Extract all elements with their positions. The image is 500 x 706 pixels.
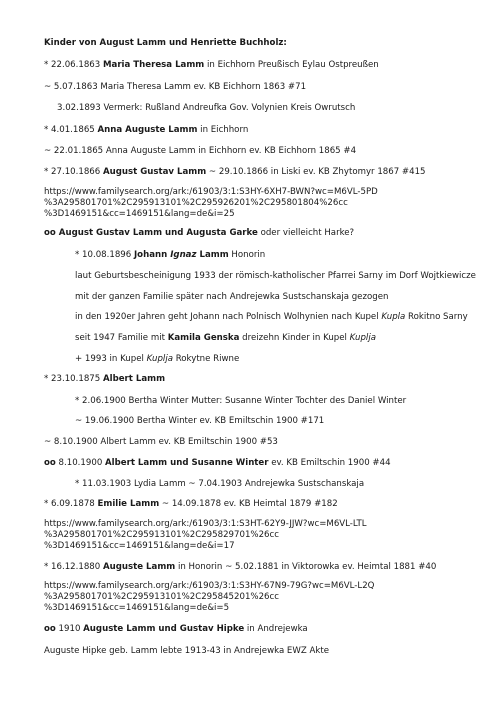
text-run: Lamm (196, 250, 229, 260)
text-run: ~ 19.06.1900 Bertha Winter ev. KB Emiltschin 1900 #171 (75, 416, 325, 426)
text-run: Rokytne Riwne (172, 354, 240, 364)
text-run: * 6.09.1878 (44, 499, 98, 509)
entry-baptism-maria-theresa (44, 82, 306, 93)
text-run: * 23.10.1875 (44, 374, 103, 384)
text-run: https://www.familysearch.org/ark:/61903/3:1:S3HY-6XH7-BWN?wc=M6VL-5PD %3A295801701%2C295913101%2C295926201%2C295801804%26cc %3D1469151&cc=1469151&lang=de&i=25 (44, 187, 378, 219)
entry-birth-anna-auguste (44, 125, 248, 136)
text-run: oo (44, 624, 56, 634)
entry-death-johann (75, 354, 239, 365)
text-run: 8.10.1900 (55, 458, 106, 468)
entry-marriage-august-gustav (44, 228, 354, 239)
text-run: ev. KB Emiltschin 1900 #44 (268, 458, 391, 468)
text-run: * 22.06.1863 (44, 60, 103, 70)
entry-birth-auguste (44, 562, 436, 573)
text-run: * 11.03.1903 Lydia Lamm ~ 7.04.1903 Andrejewka Sustschanskaja (75, 479, 365, 489)
text-run: https://www.familysearch.org/ark:/61903/3:1:S3HY-67N9-79G?wc=M6VL-L2Q %3A295801701%2C295913101%2C295845201%26cc %3D1469151&cc=1469151&lang=de&i=5 (44, 581, 375, 613)
text-run: Auguste Lamm und Gustav Hipke (83, 624, 245, 634)
entry-birth-maria-theresa (44, 60, 379, 71)
entry-baptism-albert (44, 437, 278, 448)
text-run: Albert Lamm (102, 374, 166, 384)
text-run: https://www.familysearch.org/ark:/61903/3:1:S3HT-62Y9-JJW?wc=M6VL-LTL %3A295801701%2C295913101%2C295829701%26cc %3D1469151&cc=1469151&lang=de&i=17 (44, 519, 367, 551)
entry-baptism-bertha-winter (75, 416, 324, 427)
text-run: Kamila Genska (167, 333, 240, 343)
text-run: + 1993 in Kupel (75, 354, 147, 364)
text-run: Honorin (228, 250, 266, 260)
text-run: Auguste Lamm (102, 562, 176, 572)
entry-marriage-auguste (44, 624, 308, 635)
entry-birth-august-gustav (44, 167, 426, 178)
entry-birth-albert (44, 374, 165, 385)
text-run: mit der ganzen Familie später nach Andrejewka Sustschanskaja gezogen (75, 292, 389, 302)
source-url-auguste[interactable] (44, 581, 374, 614)
text-run: ~ 8.10.1900 Albert Lamm ev. KB Emiltschin 1900 #53 (44, 437, 278, 447)
text-run: Ignaz (170, 250, 197, 260)
entry-birth-bertha-winter (75, 396, 406, 407)
text-run: Albert Lamm und Susanne Winter (105, 458, 269, 468)
text-run: Johann (133, 250, 171, 260)
text-run: dreizehn Kinder in Kupel (239, 333, 350, 343)
text-run: oder vielleicht Harke? (257, 228, 355, 238)
text-run: ~ 29.10.1866 in Liski ev. KB Zhytomyr 1867 #415 (206, 167, 426, 177)
text-run: in Eichhorn Preußisch Eylau Ostpreußen (204, 60, 379, 70)
document-heading: Kinder von August Lamm und Henriette Buchholz: (44, 38, 287, 48)
text-run: Emilie Lamm (97, 499, 160, 509)
text-run: in Honorin ~ 5.02.1881 in Viktorowka ev. Heimtal 1881 #40 (175, 562, 437, 572)
text-run: Kuplja (146, 354, 173, 364)
text-run: * 16.12.1880 (44, 562, 103, 572)
text-run: * 2.06.1900 Bertha Winter Mutter: Susanne Winter Tochter des Daniel Winter (75, 396, 407, 406)
text-run: August Gustav Lamm (102, 167, 207, 177)
text-run: in Eichhorn (197, 125, 249, 135)
text-run: 1910 (55, 624, 84, 634)
text-run: ~ 5.07.1863 Maria Theresa Lamm ev. KB Eichhorn 1863 #71 (44, 82, 307, 92)
text-run: ~ 22.01.1865 Anna Auguste Lamm in Eichhorn ev. KB Eichhorn 1865 #4 (44, 146, 357, 156)
text-run: laut Geburtsbescheinigung 1933 der römisch-katholischer Pfarrei Sarny im Dorf Wojtkiewicze (75, 271, 476, 281)
entry-baptism-anna-auguste (44, 146, 356, 157)
entry-note-maria-theresa (57, 103, 355, 114)
entry-note-auguste-hipke (44, 646, 329, 657)
text-run: Kuplja (349, 333, 376, 343)
text-run: in den 1920er Jahren geht Johann nach Polnisch Wolhynien nach Kupel (75, 312, 382, 322)
entry-note-family-move (75, 292, 388, 303)
text-run: oo August Gustav Lamm und Augusta Garke (44, 228, 258, 238)
entry-note-birth-certificate (75, 271, 476, 282)
text-run: seit 1947 Familie mit (75, 333, 168, 343)
text-run: ~ 14.09.1878 ev. KB Heimtal 1879 #182 (159, 499, 338, 509)
entry-marriage-albert (44, 458, 391, 469)
text-run: Anna Auguste Lamm (97, 125, 198, 135)
entry-note-family-1947 (75, 333, 376, 344)
entry-birth-johann-ignaz (75, 250, 265, 261)
text-run: oo (44, 458, 56, 468)
text-run: Rokitno Sarny (405, 312, 468, 322)
text-run: * 27.10.1866 (44, 167, 103, 177)
source-url-august-gustav[interactable] (44, 187, 378, 220)
text-run: Maria Theresa Lamm (102, 60, 205, 70)
source-url-emilie[interactable] (44, 519, 367, 552)
text-run: * 4.01.1865 (44, 125, 98, 135)
entry-birth-emilie (44, 499, 338, 510)
text-run: * 10.08.1896 (75, 250, 134, 260)
text-run: 3.02.1893 Vermerk: Rußland Andreufka Gov. Volynien Kreis Owrutsch (57, 103, 356, 113)
text-run: Auguste Hipke geb. Lamm lebte 1913-43 in Andrejewka EWZ Akte (44, 646, 329, 656)
text-run: Kupla (381, 312, 406, 322)
entry-note-johann-1920s (75, 312, 468, 323)
entry-birth-lydia (75, 479, 364, 490)
text-run: in Andrejewka (244, 624, 308, 634)
